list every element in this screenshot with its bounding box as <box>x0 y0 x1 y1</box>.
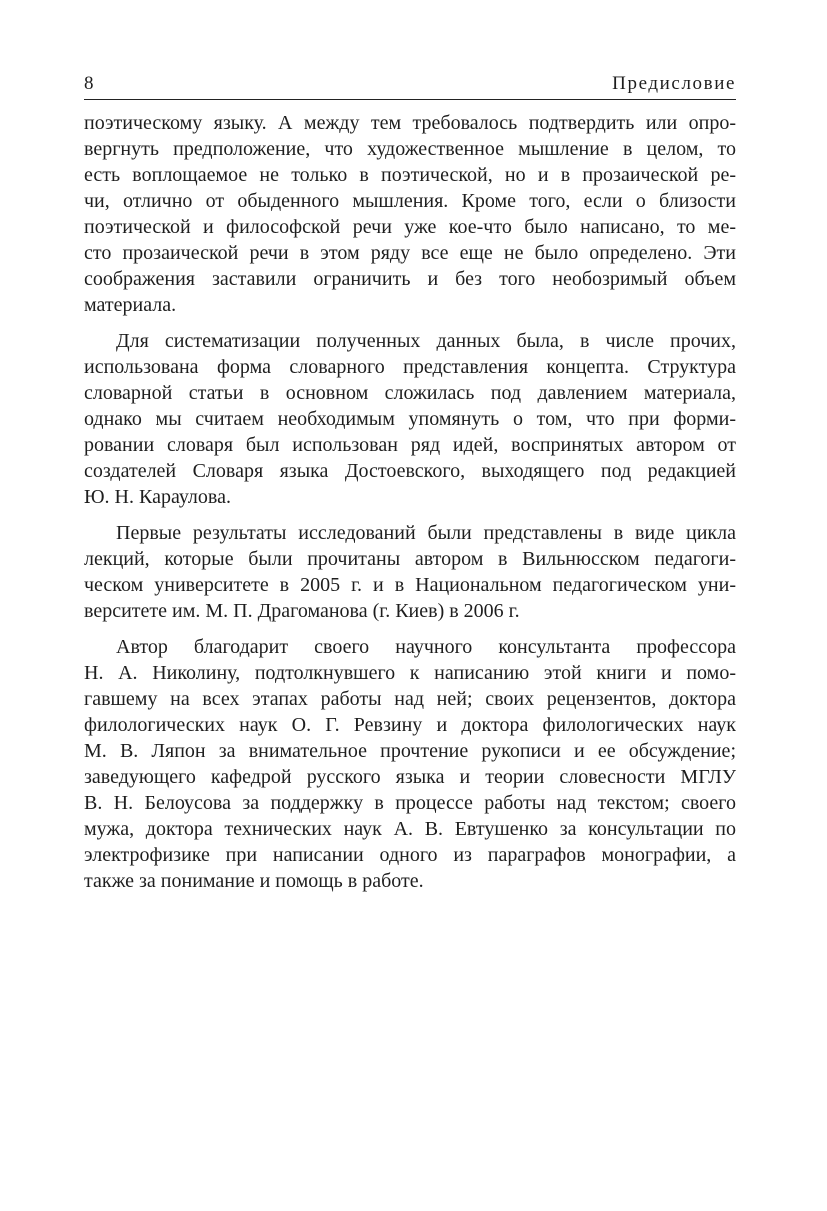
text-line: Н. А. Николину, подтолкнувшего к написанию этой книги и помо- <box>84 662 736 684</box>
text-line: использована форма словарного представления концепта. Структура <box>84 356 736 378</box>
text-line: материала. <box>84 294 177 316</box>
running-header <box>84 72 736 100</box>
text-line: есть воплощаемое не только в поэтической, но и в прозаической ре- <box>84 164 736 186</box>
text-line: сто прозаической речи в этом ряду все еще не было определено. Эти <box>84 242 736 264</box>
text-line: словарной статьи в основном сложилась под давлением материала, <box>84 382 736 404</box>
text-line: верситете им. М. П. Драгоманова (г. Киев) в 2006 г. <box>84 600 520 622</box>
text-line: вергнуть предположение, что художественное мышление в целом, то <box>84 138 736 160</box>
paragraph-2 <box>84 328 736 510</box>
text-line: мужа, доктора технических наук А. В. Евтушенко за консультации по <box>84 818 736 840</box>
text-line: Ю. Н. Караулова. <box>84 486 231 508</box>
paragraph-3 <box>84 520 736 624</box>
book-page <box>84 72 736 904</box>
text-line: Автор благодарит своего научного консультанта профессора <box>116 636 736 658</box>
paragraph-4 <box>84 634 736 894</box>
text-line: соображения заставили ограничить и без того необозримый объем <box>84 268 736 290</box>
text-line: филологических наук О. Г. Ревзину и доктора филологических наук <box>84 714 736 736</box>
text-line: Для систематизации полученных данных была, в числе прочих, <box>116 330 736 352</box>
page-number: 8 <box>84 73 94 94</box>
text-line: лекций, которые были прочитаны автором в Вильнюсском педагоги- <box>84 548 736 570</box>
text-line: Первые результаты исследований были представлены в виде цикла <box>116 522 736 544</box>
text-line: поэтической и философской речи уже кое-что было написано, то ме- <box>84 216 736 238</box>
text-line: ческом университете в 2005 г. и в Национальном педагогическом уни- <box>84 574 736 596</box>
text-line: создателей Словаря языка Достоевского, выходящего под редакцией <box>84 460 736 482</box>
text-line: гавшему на всех этапах работы над ней; своих рецензентов, доктора <box>84 688 736 710</box>
text-line: заведующего кафедрой русского языка и теории словесности МГЛУ <box>84 766 736 788</box>
text-line: однако мы считаем необходимым упомянуть о том, что при форми- <box>84 408 736 430</box>
body-text <box>84 110 736 894</box>
text-line: также за понимание и помощь в работе. <box>84 870 424 892</box>
paragraph-1 <box>84 110 736 318</box>
text-line: электрофизике при написании одного из параграфов монографии, а <box>84 844 736 866</box>
text-line: В. Н. Белоусова за поддержку в процессе работы над текстом; своего <box>84 792 736 814</box>
text-line: чи, отлично от обыденного мышления. Кроме того, если о близости <box>84 190 736 212</box>
text-line: поэтическому языку. А между тем требовалось подтвердить или опро- <box>84 112 736 134</box>
text-line: ровании словаря был использован ряд идей, воспринятых автором от <box>84 434 736 456</box>
text-line: М. В. Ляпон за внимательное прочтение рукописи и ее обсуждение; <box>84 740 736 762</box>
section-title: Предисловие <box>612 73 736 94</box>
